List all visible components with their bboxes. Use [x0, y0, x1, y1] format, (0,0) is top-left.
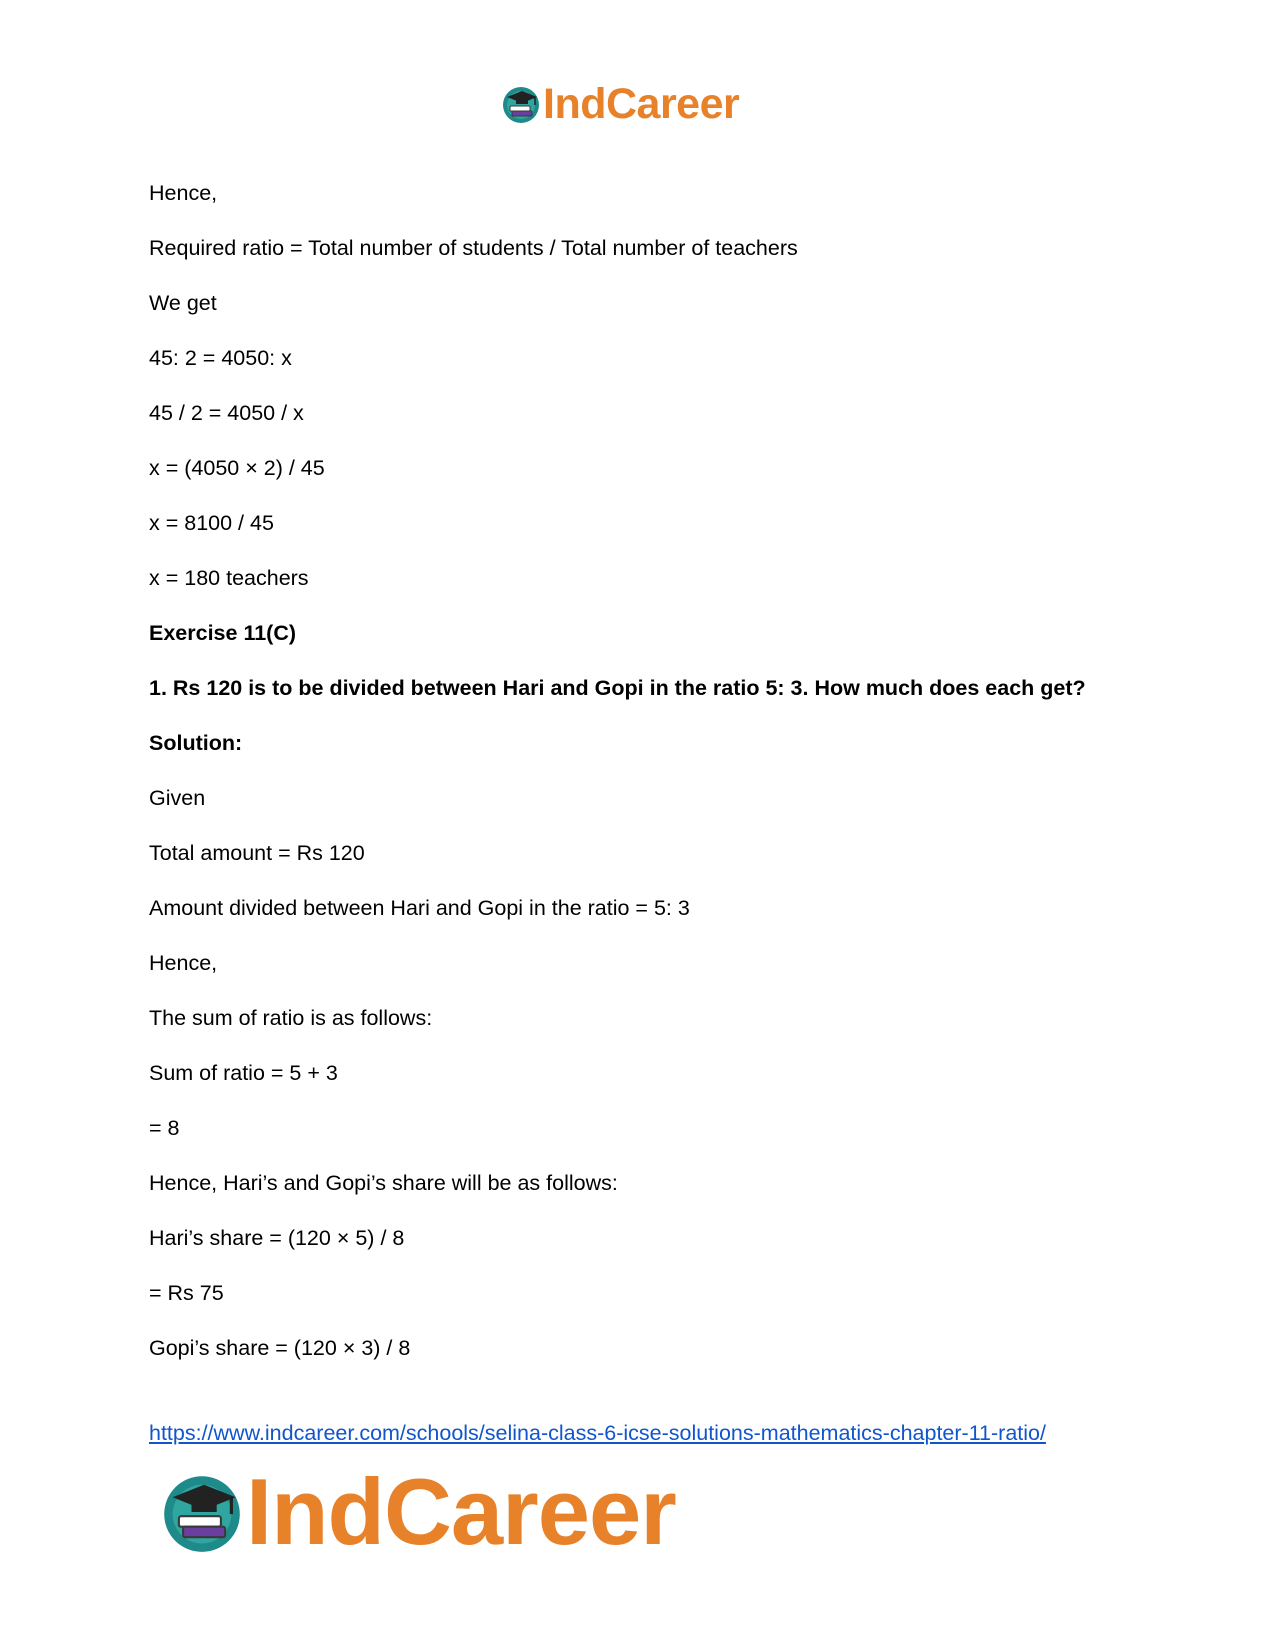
header-logo [501, 80, 739, 128]
text-line: x = (4050 × 2) / 45 [149, 456, 325, 480]
document-body [149, 178, 1119, 1388]
source-link[interactable]: https://www.indcareer.com/schools/selina-class-6-icse-solutions-mathematics-chapter-11-ratio/ [149, 1421, 1046, 1445]
text-line: Hence, Hari’s and Gopi’s share will be as follows: [149, 1171, 618, 1195]
text-line: Given [149, 786, 206, 810]
text-line: = 8 [149, 1116, 180, 1140]
text-line: Amount divided between Hari and Gopi in the ratio = 5: 3 [149, 896, 690, 920]
heading-line: 1. Rs 120 is to be divided between Hari and Gopi in the ratio 5: 3. How much does each get? [149, 676, 1086, 700]
text-line: Hence, [149, 951, 218, 975]
text-line: x = 180 teachers [149, 566, 309, 590]
text-line: Required ratio = Total number of students / Total number of teachers [149, 236, 798, 260]
heading-line: Exercise 11(C) [149, 621, 297, 645]
text-line: = Rs 75 [149, 1281, 224, 1305]
text-line: The sum of ratio is as follows: [149, 1006, 433, 1030]
text-line: Gopi’s share = (120 × 3) / 8 [149, 1336, 411, 1360]
text-line: Sum of ratio = 5 + 3 [149, 1061, 338, 1085]
text-line: Hari’s share = (120 × 5) / 8 [149, 1226, 405, 1250]
text-line: 45: 2 = 4050: x [149, 346, 292, 370]
text-line: x = 8100 / 45 [149, 511, 274, 535]
text-line: 45 / 2 = 4050 / x [149, 401, 304, 425]
header-logo-text: IndCareer [543, 80, 740, 128]
graduation-cap-books-icon [160, 1470, 244, 1554]
text-line: We get [149, 291, 217, 315]
text-line: Hence, [149, 181, 218, 205]
heading-line: Solution: [149, 731, 243, 755]
footer-logo-text: IndCareer [246, 1459, 676, 1564]
footer-logo [160, 1459, 676, 1564]
graduation-cap-books-icon [501, 84, 541, 124]
text-line: Total amount = Rs 120 [149, 841, 365, 865]
